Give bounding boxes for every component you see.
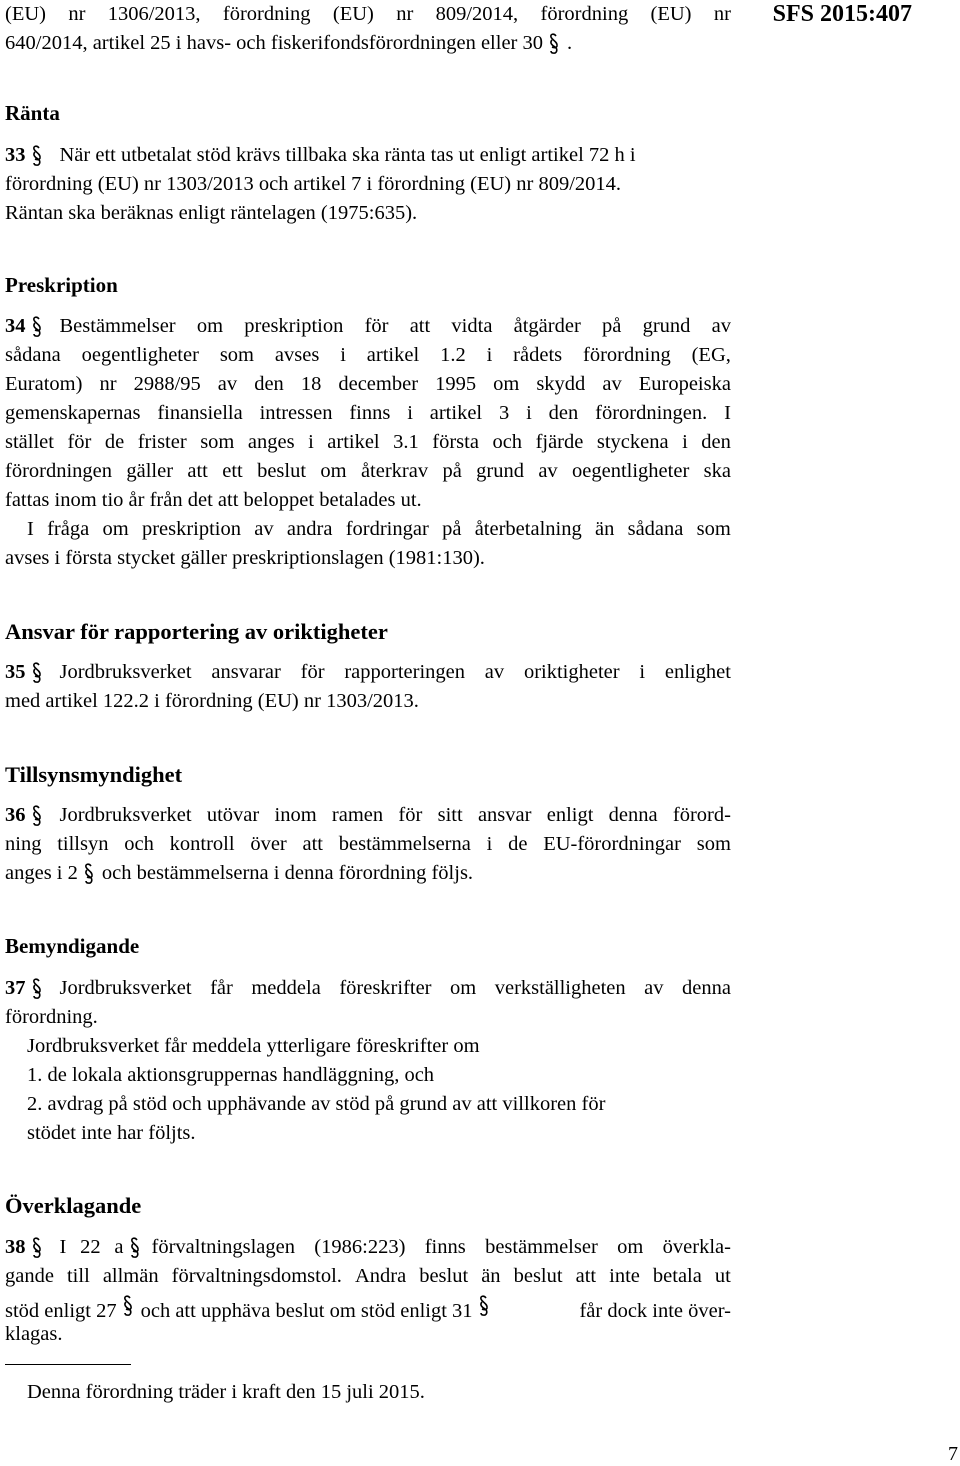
- word: ansvar: [477, 804, 532, 826]
- word: gande: [5, 1265, 54, 1287]
- word: får: [210, 977, 233, 999]
- section-title-bemyndigande: Bemyndigande: [5, 934, 140, 958]
- word: beslut: [257, 460, 307, 482]
- word: på: [602, 315, 622, 337]
- word: sådana: [627, 518, 684, 540]
- word: a: [114, 1236, 124, 1258]
- word: Europeiska: [638, 373, 731, 395]
- section-sign-icon: [119, 1295, 137, 1317]
- paragraph-34-line-1: [5, 316, 731, 338]
- word: som: [696, 518, 731, 540]
- paragraph-34-line-3: [5, 374, 731, 395]
- header-text: 640/2014, artikel 25 i havs- och fiskerifondsförordningen eller 30: [5, 32, 543, 54]
- word: vidta: [451, 315, 493, 337]
- word: föreskrifter: [339, 977, 432, 999]
- word: (EG,: [691, 344, 731, 366]
- paragraph-number: 37: [5, 977, 26, 999]
- word: i: [407, 402, 413, 424]
- paragraph-text: stöd enligt 27: [5, 1300, 117, 1322]
- section-title-tillsyn: Tillsynsmyndighet: [5, 762, 183, 787]
- header-line-1: [5, 4, 731, 25]
- word: Jordbruksverket: [59, 977, 192, 999]
- paragraph-number: 36: [5, 804, 26, 826]
- paragraph-34-line-6: [5, 461, 731, 482]
- word: ett: [222, 460, 243, 482]
- word: i: [639, 661, 646, 683]
- word: sådana: [5, 344, 61, 366]
- word: 1995: [435, 373, 477, 395]
- word: (EU): [332, 3, 374, 25]
- word: som: [219, 344, 255, 366]
- word: ansvarar: [211, 661, 281, 683]
- word: styckena: [596, 431, 669, 453]
- paragraph-37-line-2: förordning.: [5, 1006, 98, 1028]
- footnote-text: Denna förordning träder i kraft den 15 juli 2015.: [27, 1381, 425, 1403]
- word: fordringar: [345, 518, 429, 540]
- paragraph-36-line-1: [5, 805, 731, 827]
- word: finns: [349, 402, 391, 424]
- paragraph-number: 35: [5, 661, 26, 683]
- paragraph-38-line-1: [5, 1237, 731, 1259]
- word: grund: [476, 460, 524, 482]
- word: utövar: [206, 804, 260, 826]
- word: återkrav: [360, 460, 429, 482]
- word: förvaltningslagen: [151, 1236, 295, 1258]
- word: sitt: [437, 804, 463, 826]
- word: inom: [274, 804, 317, 826]
- word: än: [594, 518, 615, 540]
- word: gäller: [126, 460, 174, 482]
- paragraph-33-line-2: förordning (EU) nr 1303/2013 och artikel 7 i förordning (EU) nr 809/2014.: [5, 173, 622, 195]
- word: andra: [286, 518, 333, 540]
- paragraph-35-line-1: [5, 662, 731, 684]
- header-period: .: [567, 32, 573, 54]
- word: finansiella: [157, 402, 243, 424]
- section-sign-icon: [80, 863, 98, 885]
- paragraph-text: får dock inte över-: [579, 1300, 731, 1322]
- word: de: [104, 431, 125, 453]
- word: betala: [652, 1265, 702, 1287]
- word: finns: [424, 1236, 466, 1258]
- word: december: [338, 373, 419, 395]
- word: 22: [80, 1236, 101, 1258]
- list-item-2-cont: stödet inte har följts.: [27, 1122, 196, 1144]
- word: Bestämmelser: [59, 315, 176, 337]
- word: ut: [714, 1265, 731, 1287]
- word: för: [67, 431, 92, 453]
- word: ning: [5, 833, 42, 855]
- word: om: [617, 1236, 644, 1258]
- word: inte: [609, 1265, 640, 1287]
- word: över: [250, 833, 287, 855]
- word: allmän: [102, 1265, 159, 1287]
- word: enligt: [546, 804, 594, 826]
- paragraph-38-line-2: [5, 1266, 731, 1287]
- paragraph-text: [60, 662, 732, 684]
- section-sign-icon: [28, 805, 46, 827]
- paragraph-text: och att upphäva beslut om stöd enligt 31: [140, 1300, 473, 1322]
- word: som: [200, 431, 235, 453]
- section-sign-icon: [28, 316, 46, 338]
- word: 1306/2013,: [107, 3, 201, 25]
- word: (1986:223): [314, 1236, 406, 1258]
- paragraph-number: 34: [5, 315, 26, 337]
- paragraph-36-line-2: [5, 834, 731, 855]
- paragraph-34-line-8: [27, 519, 731, 540]
- word: i: [308, 431, 314, 453]
- word: att: [575, 1265, 597, 1287]
- word: (EU): [5, 3, 46, 25]
- paragraph-38-line-3: [5, 1295, 731, 1322]
- word: om: [320, 460, 347, 482]
- list-item-1: 1. de lokala aktionsgruppernas handläggning, och: [27, 1064, 435, 1086]
- word: för: [398, 804, 423, 826]
- word: att: [409, 315, 431, 337]
- paragraph-37-line-3: Jordbruksverket får meddela ytterligare föreskrifter om: [27, 1035, 480, 1057]
- word: verkställigheten: [494, 977, 626, 999]
- word: förordning: [222, 3, 311, 25]
- paragraph-33-line-1: [5, 145, 636, 167]
- word: 1.2: [440, 344, 466, 366]
- word: rapporteringen: [344, 661, 465, 683]
- word: Jordbruksverket: [59, 804, 192, 826]
- section-sign-icon: [28, 1237, 46, 1259]
- footnote-divider: [5, 1364, 131, 1365]
- word: tillsyn: [57, 833, 109, 855]
- word: att: [187, 460, 208, 482]
- word: meddela: [251, 977, 321, 999]
- word: till: [66, 1265, 90, 1287]
- word: på: [442, 460, 462, 482]
- word: fråga: [47, 518, 90, 540]
- paragraph-38-line-4: klagas.: [5, 1323, 63, 1345]
- word: grund: [642, 315, 691, 337]
- word: och: [124, 833, 154, 855]
- paragraph-37-line-1: [5, 978, 731, 1000]
- sfs-code: SFS 2015:407: [772, 1, 912, 27]
- word: nr: [396, 3, 414, 25]
- word: förordningen: [5, 460, 113, 482]
- header-line-2: [5, 33, 572, 55]
- word: om: [493, 373, 520, 395]
- word: förordningen.: [595, 402, 708, 424]
- word: gemenskapernas: [5, 402, 141, 424]
- paragraph-text: anges i 2: [5, 862, 78, 884]
- section-sign-icon: [28, 145, 46, 167]
- word: den: [254, 373, 284, 395]
- word: överkla-: [662, 1236, 731, 1258]
- section-title-overklagande: Överklagande: [5, 1193, 142, 1218]
- word: av: [484, 661, 505, 683]
- word: oegentligheter: [572, 460, 690, 482]
- word: förordning: [540, 3, 629, 25]
- section-sign-icon: [28, 978, 46, 1000]
- paragraph-34-line-9: avses i första stycket gäller preskriptionslagen (1981:130).: [5, 547, 485, 569]
- section-title-preskription: Preskription: [5, 273, 118, 297]
- paragraph-number: 38: [5, 1236, 26, 1258]
- word: återbetalning: [474, 518, 582, 540]
- word: oriktigheter: [523, 661, 620, 683]
- word: i: [682, 431, 688, 453]
- word: nr: [68, 3, 86, 25]
- word: än: [481, 1265, 501, 1287]
- word: bestämmelser: [485, 1236, 598, 1258]
- word: den: [548, 402, 579, 424]
- word: om: [102, 518, 129, 540]
- section-title-ansvar: Ansvar för rapportering av oriktigheter: [5, 619, 388, 644]
- paragraph-34-line-2: [5, 345, 731, 366]
- word: på: [442, 518, 462, 540]
- word: 3: [498, 402, 510, 424]
- word: artikel: [366, 344, 420, 366]
- word: av: [602, 373, 622, 395]
- word: i: [486, 833, 493, 855]
- paragraph-34-line-5: [5, 432, 731, 453]
- word: ska: [703, 460, 731, 482]
- word: stället: [5, 431, 54, 453]
- word: I: [59, 1236, 67, 1258]
- word: som: [696, 833, 731, 855]
- section-sign-icon: [545, 33, 563, 55]
- word: av: [217, 373, 238, 395]
- word: åtgärder: [513, 315, 581, 337]
- word: om: [450, 977, 477, 999]
- word: av: [538, 460, 558, 482]
- word: fjärde: [535, 431, 584, 453]
- paragraph-text: [152, 1237, 732, 1259]
- paragraph-33-line-3: Räntan ska beräknas enligt räntelagen (1975:635).: [5, 202, 418, 224]
- word: ramen: [331, 804, 384, 826]
- word: i: [486, 344, 493, 366]
- word: förvaltningsdomstol.: [171, 1265, 342, 1287]
- paragraph-text: [60, 316, 732, 338]
- paragraph-35-line-2: med artikel 122.2 i förordning (EU) nr 1303/2013.: [5, 690, 419, 712]
- word: preskription: [141, 518, 242, 540]
- word: i: [340, 344, 346, 366]
- word: förord-: [672, 804, 731, 826]
- word: anges: [247, 431, 295, 453]
- word: artikel: [429, 402, 483, 424]
- word: av: [711, 315, 731, 337]
- word: preskription: [244, 315, 344, 337]
- word: beslut: [513, 1265, 563, 1287]
- paragraph-number: 33: [5, 144, 26, 166]
- word: nr: [99, 373, 117, 395]
- word: denna: [682, 977, 731, 999]
- word: att: [302, 833, 324, 855]
- word: skydd: [536, 373, 586, 395]
- word: 3.1: [393, 431, 419, 453]
- paragraph-36-line-3: [5, 863, 473, 885]
- page-number: 7: [948, 1443, 958, 1465]
- word: om: [196, 315, 224, 337]
- list-item-2: 2. avdrag på stöd och upphävande av stöd på grund av att villkoren för: [27, 1093, 606, 1115]
- word: intressen: [259, 402, 333, 424]
- word: EU-förordningar: [543, 833, 681, 855]
- word: avses: [274, 344, 320, 366]
- word: första: [432, 431, 479, 453]
- word: denna: [608, 804, 658, 826]
- word: rådets: [513, 344, 563, 366]
- word: Euratom): [5, 373, 83, 395]
- word: 18: [300, 373, 322, 395]
- word: förordning: [583, 344, 671, 366]
- word: (EU): [650, 3, 692, 25]
- section-sign-icon: [126, 1237, 144, 1259]
- paragraph-text: [60, 978, 732, 1000]
- word: för: [300, 661, 325, 683]
- paragraph-text: och bestämmelserna i denna förordning följs.: [101, 862, 474, 884]
- paragraph-text: När ett utbetalat stöd krävs tillbaka ska ränta tas ut enligt artikel 72 h i: [59, 144, 636, 166]
- section-sign-icon: [28, 662, 46, 684]
- word: de: [508, 833, 528, 855]
- word: 2988/95: [133, 373, 201, 395]
- word: frister: [137, 431, 187, 453]
- word: för: [364, 315, 389, 337]
- section-title-ranta: Ränta: [5, 101, 60, 125]
- paragraph-text: [60, 805, 732, 827]
- word: I: [724, 402, 731, 424]
- word: av: [644, 977, 664, 999]
- word: I: [27, 518, 34, 540]
- word: kontroll: [169, 833, 235, 855]
- word: nr: [713, 3, 731, 25]
- word: beslut: [419, 1265, 469, 1287]
- word: bestämmelserna: [338, 833, 471, 855]
- word: i: [526, 402, 532, 424]
- word: enlighet: [664, 661, 731, 683]
- paragraph-text: [60, 1237, 124, 1259]
- word: Andra: [354, 1265, 407, 1287]
- section-sign-icon: [475, 1295, 493, 1317]
- word: artikel: [327, 431, 380, 453]
- word: och: [492, 431, 523, 453]
- word: oegentligheter: [81, 344, 199, 366]
- paragraph-34-line-7: fattas inom tio år från det att beloppet betalades ut.: [5, 489, 422, 511]
- word: 809/2014,: [435, 3, 519, 25]
- word: av: [254, 518, 274, 540]
- word: Jordbruksverket: [59, 661, 192, 683]
- paragraph-34-line-4: [5, 403, 731, 424]
- word: den: [701, 431, 731, 453]
